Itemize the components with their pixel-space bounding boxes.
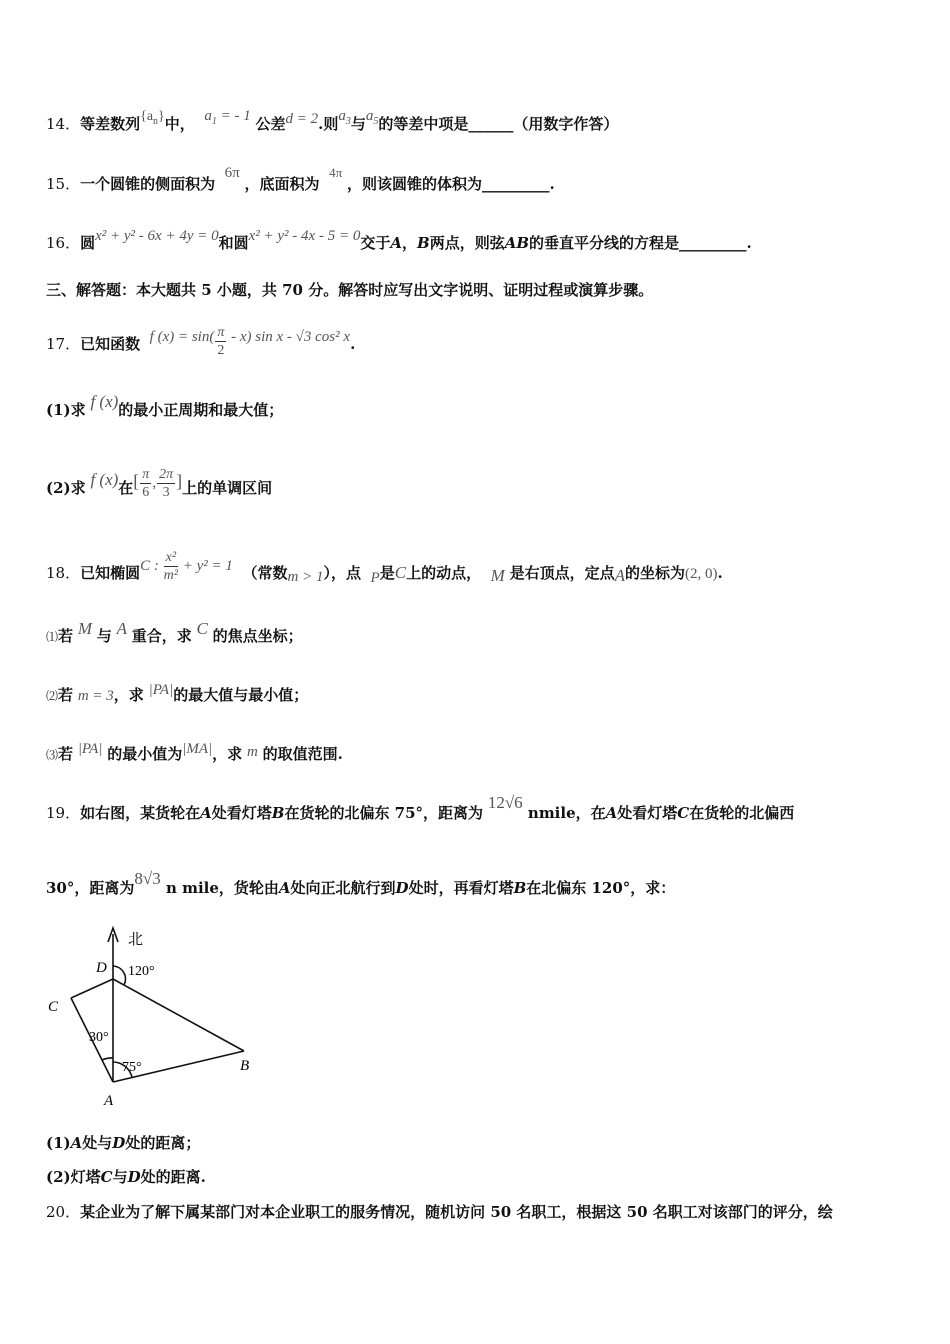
question-20: 20．某企业为了解下属某部门对本企业职工的服务情况，随机访问 50 名职工，根据这 50 名职工对该部门的评分，绘 (46, 1203, 833, 1221)
q17-interval: [ $\frac{\pi}{6}$ , $\frac{2\pi}{3}$ ] (133, 467, 183, 500)
label-d: D (96, 960, 107, 976)
q18-part-3: ⑶若 |PA| 的最小值为|MA|，求 m 的取值范围. (46, 741, 343, 763)
q14-a3: $a_3$ (338, 108, 351, 127)
label-120: 120° (128, 964, 155, 979)
q14-a5: $a_5$ (365, 108, 379, 127)
q16-circle-1: x² + y² - 6x + 4y = 0 (95, 228, 219, 244)
q19-figure (42, 922, 272, 1122)
question-19-line-2: 30°，距离为8√3 n mile，货轮由A处向正北航行到D处时，再看灯塔B在北偏东 120°，求： (46, 869, 676, 897)
q15-lateral-area: 6π (224, 165, 240, 181)
q14-number: 14． (46, 115, 81, 133)
segment-dc (71, 979, 113, 998)
label-c: C (48, 999, 59, 1015)
q16-circle-2: x² + y² - 4x - 5 = 0 (248, 228, 361, 244)
question-15: 15．一个圆锥的侧面积为 6π ，底面积为 4π ，则该圆锥的体积为_________. (46, 165, 555, 193)
section-3-heading: 三、解答题：本大题共 5 小题，共 70 分。解答时应写出文字说明、证明过程或演算步骤。 (46, 281, 654, 299)
label-north: 北 (128, 932, 144, 948)
q18-part-1: ⑴若 M 与 A 重合，求 C 的焦点坐标； (46, 619, 303, 645)
question-18: 18．已知椭圆C : $\frac{\text{x²}}{\text{m²}}$ + y² = 1 （常数m > 1），点 P是C上的动点， M 是右顶点，定点A的坐标为(2, 0). (46, 550, 723, 586)
q15-base-area: 4π (329, 165, 343, 180)
label-30: 30° (89, 1030, 109, 1045)
label-a: A (104, 1093, 114, 1109)
question-16: 16．圆x² + y² - 6x + 4y = 0和圆x² + y² - 4x - 5 = 0交于A，B两点，则弦AB的垂直平分线的方程是_________. (46, 228, 752, 252)
arc-30 (102, 1058, 113, 1060)
q19-part-1: (1)A处与D处的距离； (46, 1134, 201, 1152)
segment-db (113, 979, 244, 1051)
question-19-line-1: 19．如右图，某货轮在A处看灯塔B在货轮的北偏东 75°，距离为 12√6 nmile，在A处看灯塔C在货轮的北偏西 (46, 793, 795, 822)
q18-part-2: ⑵若 m = 3，求 |PA|的最大值与最小值； (46, 682, 309, 704)
q14-a1: $a_1$ = - 1 (204, 108, 251, 127)
q19-part-2: (2)灯塔C与D处的距离. (46, 1168, 206, 1186)
q14-d: d = 2 (285, 111, 319, 127)
q17-part-1: (1)求 f (x)的最小正周期和最大值； (46, 392, 284, 419)
question-14: 14．等差数列$\{a_n\}$中， $a_1$ = - 1 公差d = 2.则$a_3$与$a_5$的等差中项是______（用数字作答） (46, 108, 619, 133)
label-b: B (240, 1058, 250, 1074)
q17-part-2: (2)求 f (x)在[ $\frac{\pi}{6}$ , $\frac{2\pi}{3}$ ]上的单调区间 (46, 467, 273, 500)
question-17: 17．已知函数 f (x) = sin( $\frac{\pi}{2}$ - x) sin x - √3 cos² x. (46, 325, 356, 358)
q18-ellipse: C : $\frac{\text{x²}}{\text{m²}}$ + y² = 1 (140, 550, 233, 583)
q14-sequence: $\{a_n\}$ (140, 109, 165, 127)
label-75: 75° (122, 1060, 142, 1075)
q17-function: f (x) = sin( $\frac{\pi}{2}$ - x) sin x - √3 cos² x (149, 325, 351, 358)
